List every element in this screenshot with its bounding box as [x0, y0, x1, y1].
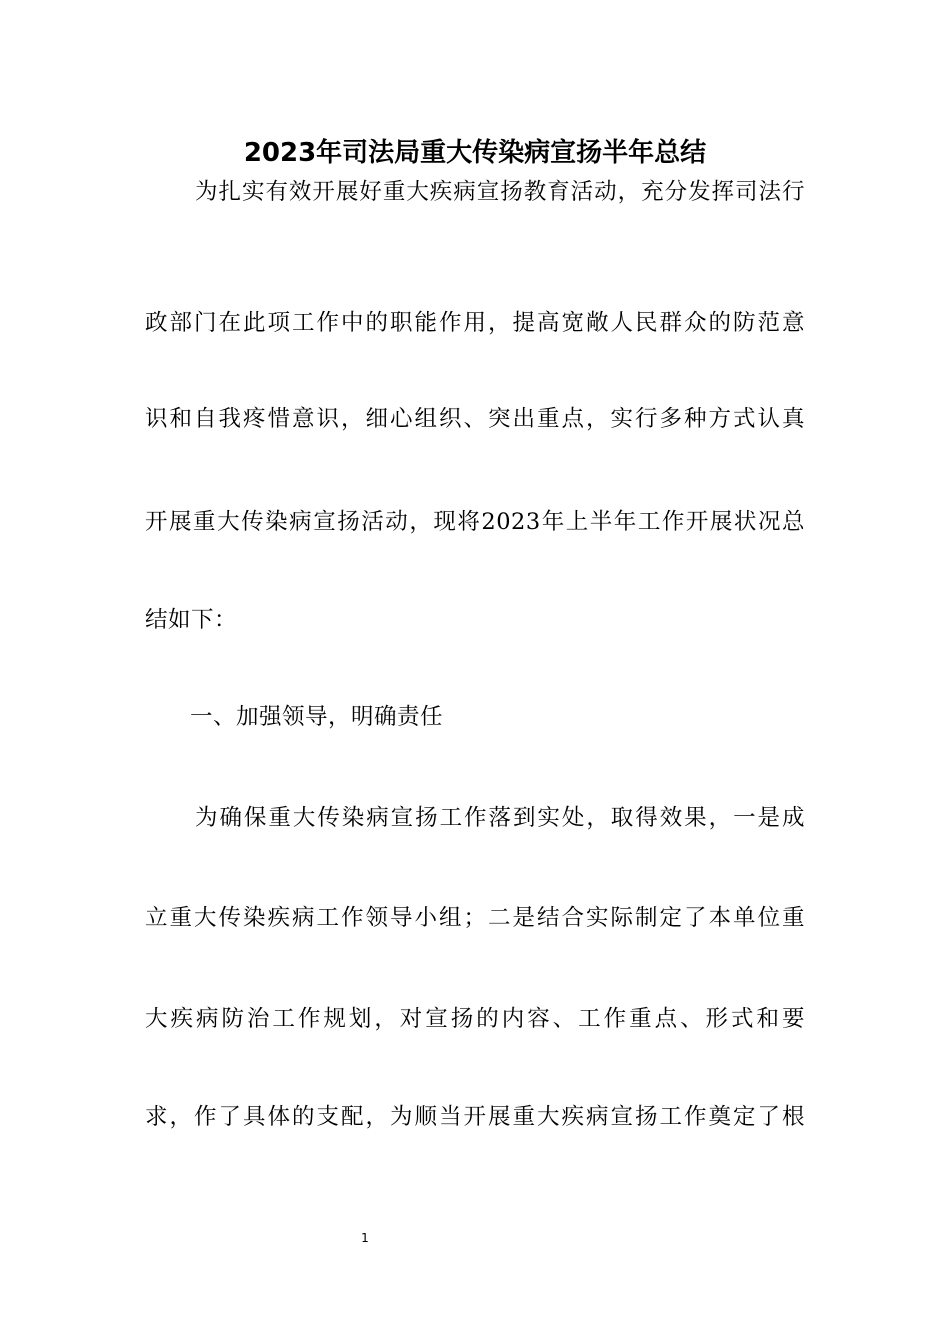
- section-heading: 一、加强领导，明确责任: [190, 704, 444, 730]
- paragraph-line: 为扎实有效开展好重大疾病宣扬教育活动，充分发挥司法行: [195, 179, 805, 205]
- paragraph-line: 大疾病防治工作规划，对宣扬的内容、工作重点、形式和要: [145, 1006, 805, 1032]
- paragraph-line: 求，作了具体的支配，为顺当开展重大疾病宣扬工作奠定了根: [145, 1104, 805, 1130]
- paragraph-line: 立重大传染疾病工作领导小组；二是结合实际制定了本单位重: [145, 905, 805, 931]
- paragraph-line: 结如下：: [145, 607, 238, 633]
- paragraph-line: 政部门在此项工作中的职能作用，提高宽敞人民群众的防范意: [145, 310, 805, 336]
- paragraph-line: 识和自我疼惜意识，细心组织、突出重点，实行多种方式认真: [145, 406, 805, 432]
- document-title: 2023年司法局重大传染病宣扬半年总结: [243, 138, 707, 168]
- paragraph-line: 开展重大传染病宣扬活动，现将2023年上半年工作开展状况总: [145, 509, 805, 535]
- paragraph-line: 为确保重大传染病宣扬工作落到实处，取得效果，一是成: [195, 805, 805, 831]
- page-number: 1: [361, 1231, 369, 1245]
